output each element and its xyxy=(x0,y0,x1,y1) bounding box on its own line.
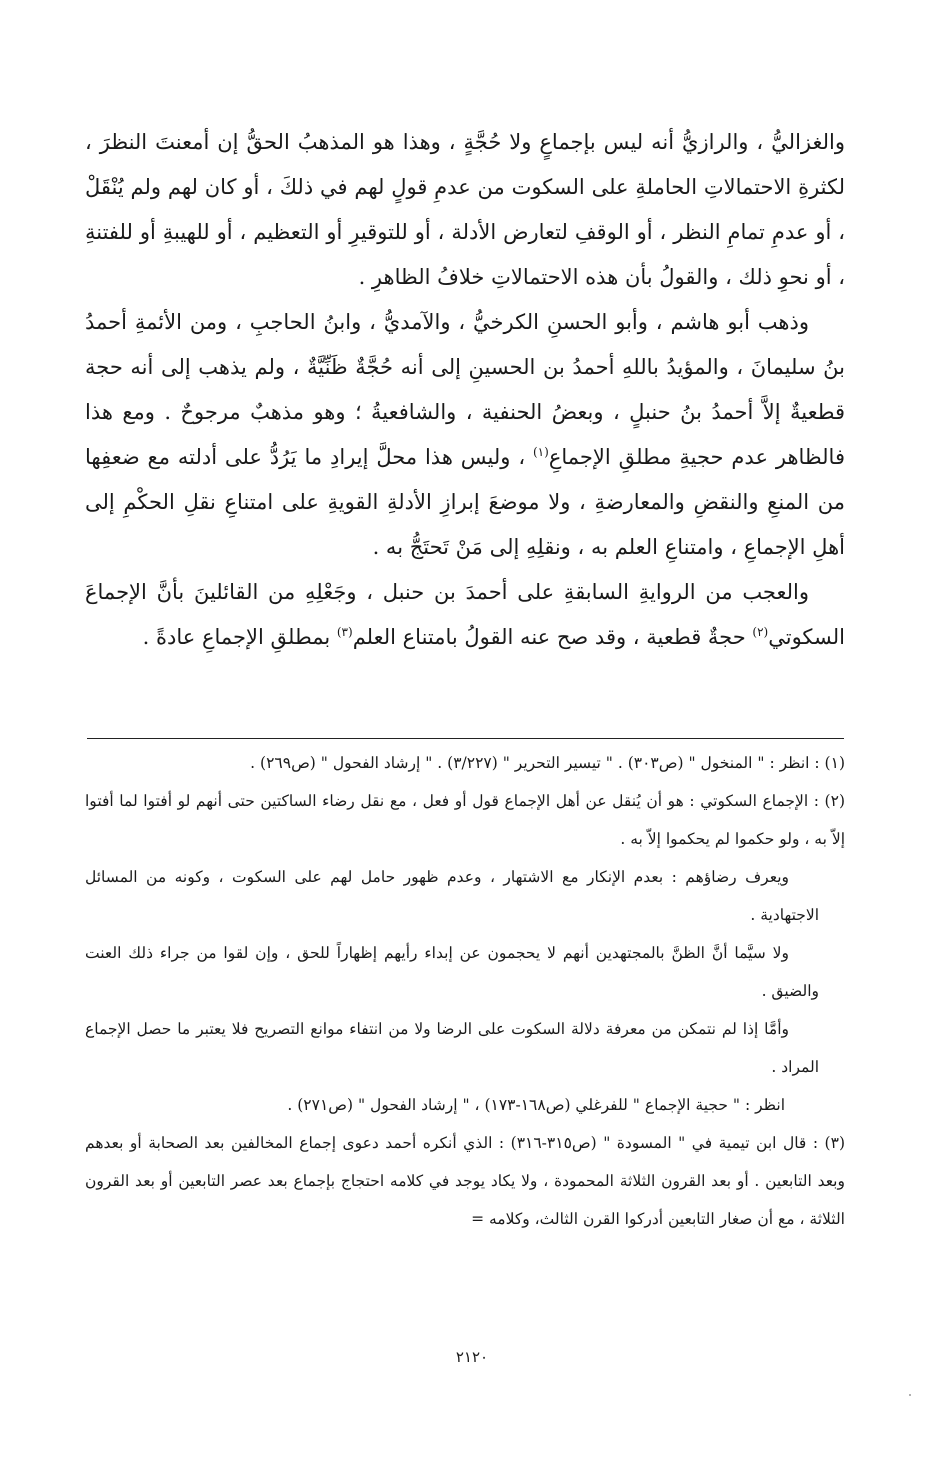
paragraph-3 xyxy=(85,570,845,660)
page-number: ٢١٢٠ xyxy=(455,1348,489,1366)
footnote-2-paragraph-3: ولا سيَّما أنَّ الظنَّ بالمجتهدين أنهم لا يحجمون عن إبداء رأيهم إظهاراً للحق ، وإن لقوا من جراء ذلك العنت والضيق . xyxy=(85,944,819,1000)
body-text xyxy=(85,120,845,660)
footnote-2-citation: انظر : " حجية الإجماع " للفرغلي (ص١٦٨-١٧٣) ، " إرشاد الفحول " (ص٢٧١) . xyxy=(287,1096,785,1114)
footnote-2-paragraph-2: ويعرف رضاؤهم : بعدم الإنكار مع الاشتهار ، وعدم ظهور حامل لهم على السكوت ، وكونه من المسائل الاجتهادية . xyxy=(85,868,819,924)
footnote-ref-3[interactable]: (٣) xyxy=(336,625,353,639)
paragraph-2-text: وذهب أبو هاشم ، وأبو الحسنِ الكرخيُّ ، والآمديُّ ، وابنُ الحاجبِ ، ومن الأئمةِ أحمدُ بنُ سليمانَ ، والمؤيدُ باللهِ أحمدُ بن الحسينِ إلى أنه حُجَّةٌ ظَنِّيَّةٌ ، ولم يذهب إلى أنه حجة قطعيةٌ إلاَّ أحمدُ بنُ حنبلٍ ، وبعضُ الحنفية ، والشافعيةُ ؛ وهو مذهبٌ مرجوحٌ . ومع هذا فالظاهر عدم حجيةِ مطلقِ الإجماعِ xyxy=(85,310,845,469)
main-text-block xyxy=(85,120,845,660)
footnotes xyxy=(85,744,845,1238)
footnote-ref-1[interactable]: (١) xyxy=(532,445,549,459)
scan-speck xyxy=(909,1394,911,1396)
paragraph-1: والغزاليُّ ، والرازيُّ أنه ليس بإجماعٍ ولا حُجَّةٍ ، وهذا هو المذهبُ الحقُّ إن أمعنتَ النظرَ ، لكثرةِ الاحتمالاتِ الحاملةِ على السكوت من عدمِ قولٍ لهم في ذلكَ ، أو كان لهم ولم يُنْقَلْ ، أو عدمِ تمامِ النظر ، أو الوقفِ لتعارض الأدلة ، أو للتوقيرِ أو التعظيم ، أو للهيبةِ أو للفتنةِ ، أو نحوِ ذلك ، والقولُ بأن هذه الاحتمالاتِ خلافُ الظاهرِ . xyxy=(85,130,845,289)
footnote-2: (٢) : الإجماع السكوتي : هو أن يُنقل عن أهل الإجماع قول أو فعل ، مع نقل رضاء الساكتين حتى أنهم لو أفتوا لما أفتوا إلاّ به ، ولو حكموا لم يحكموا إلاّ به . xyxy=(85,792,845,848)
footnote-separator xyxy=(87,738,844,739)
paragraph-3-end: بمطلقِ الإجماعِ عادةً . xyxy=(142,625,337,649)
paragraph-3-text: والعجب من الروايةِ السابقةِ على أحمدَ بن حنبل ، وجَعْلِهِ من القائلينَ بأنَّ الإجماعَ السكوتي xyxy=(85,580,845,649)
footnote-ref-2[interactable]: (٢) xyxy=(752,625,769,639)
paragraph-3-middle: حجةٌ قطعية ، وقد صح عنه القولُ بامتناع العلم xyxy=(352,625,753,649)
paragraph-2-continuation: ، وليس هذا محلَّ إيرادِ ما يَرُدُّ على أدلته مع ضعفِها من المنعِ والنقضِ والمعارضةِ ، ولا موضعَ إبرازِ الأدلةِ القويةِ على امتناعِ نقلِ الحكْمِ إلى أهلِ الإجماعِ ، وامتناعِ العلم به ، ونقلِهِ إلى مَنْ تَحتَجُّ به . xyxy=(85,445,845,559)
footnote-2-paragraph-4: وأمَّا إذا لم نتمكن من معرفة دلالة السكوت على الرضا ولا من انتفاء موانع التصريح فلا يعتبر ما حصل الإجماع المراد . xyxy=(85,1020,819,1076)
paragraph-2 xyxy=(85,300,845,570)
footnote-1: (١) : انظر : " المنخول " (ص٣٠٣) . " تيسير التحرير " (٣/٢٢٧) . " إرشاد الفحول " (ص٢٦٩) . xyxy=(250,754,845,772)
footnote-3: (٣) : قال ابن تيمية في " المسودة " (ص٣١٥-٣١٦) : الذي أنكره أحمد دعوى إجماع المخالفين بعد الصحابة أو بعدهم وبعد التابعين . أو بعد القرون الثلاثة المحمودة ، ولا يكاد يوجد في كلامه احتجاج بإجماع بعد عصر التابعين أو بعد القرون الثلاثة ، مع أن صغار التابعين أدركوا القرن الثالث، وكلامه = xyxy=(85,1134,845,1228)
